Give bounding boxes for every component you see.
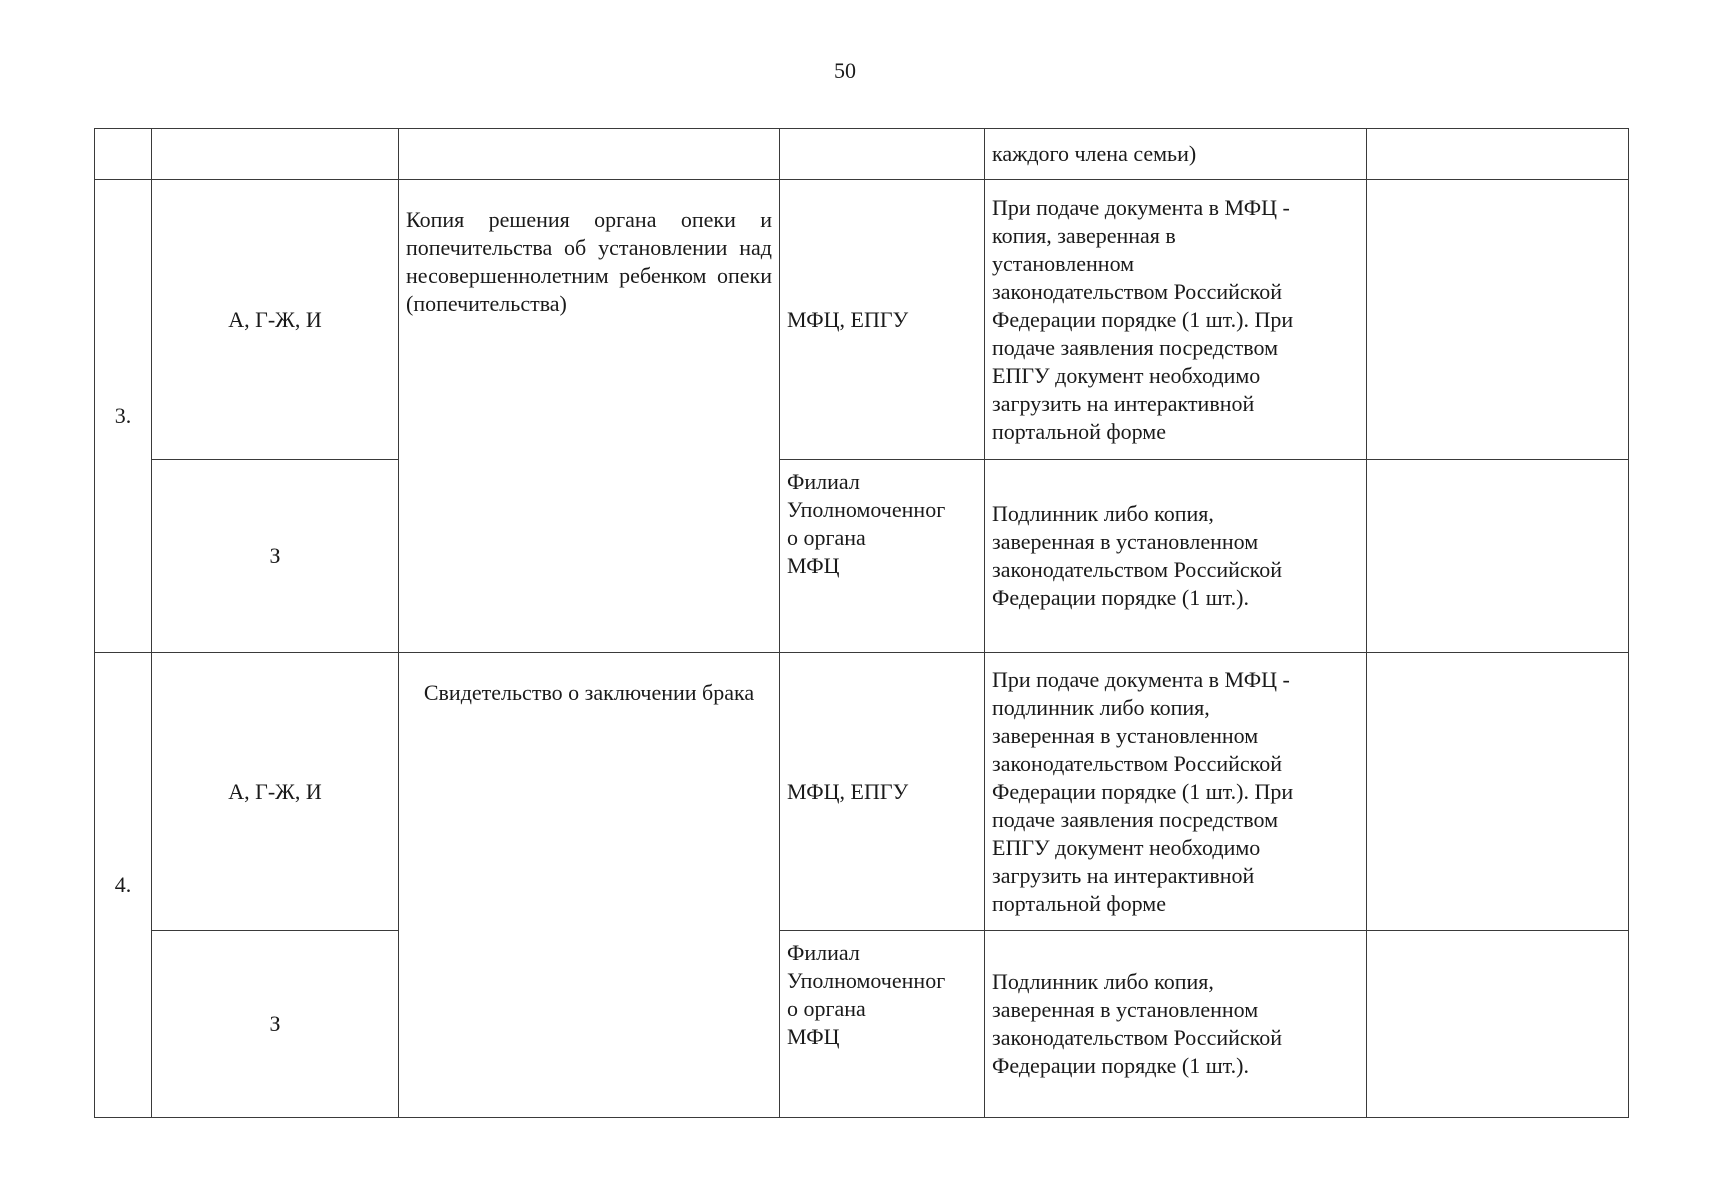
submission-place-cell: МФЦ, ЕПГУ bbox=[780, 653, 985, 931]
page-number: 50 bbox=[834, 58, 856, 83]
requirements-cell: Подлинник либо копия, заверенная в установленном законодательством Российской Федерации порядке (1 шт.). bbox=[985, 460, 1367, 653]
cell-note: каждого члена семьи) bbox=[985, 129, 1367, 180]
submission-place-cell: Филиал Уполномоченног о органа МФЦ bbox=[780, 931, 985, 1118]
submission-place-cell: Филиал Уполномоченног о органа МФЦ bbox=[780, 460, 985, 653]
documents-table bbox=[94, 128, 1629, 1118]
category-cell: З bbox=[152, 931, 399, 1118]
cell-extra bbox=[1367, 129, 1629, 180]
table-row bbox=[95, 931, 1629, 1118]
cell-extra bbox=[1367, 180, 1629, 460]
cell-extra bbox=[1367, 931, 1629, 1118]
cell-document bbox=[399, 129, 780, 180]
requirements-cell: При подаче документа в МФЦ - копия, заверенная в установленном законодательством Российской Федерации порядке (1 шт.). При подаче заявления посредством ЕПГУ документ необходимо загрузить на интерактивной портальной форме bbox=[985, 180, 1367, 460]
document-name-cell: Свидетельство о заключении брака bbox=[399, 653, 780, 1118]
cell-place bbox=[780, 129, 985, 180]
category-cell: З bbox=[152, 460, 399, 653]
cell-extra bbox=[1367, 460, 1629, 653]
category-cell: А, Г-Ж, И bbox=[152, 653, 399, 931]
document-name-cell: Копия решения органа опеки и попечительства об установлении над несовершеннолетним ребенком опеки (попечительства) bbox=[399, 180, 780, 653]
table-row bbox=[95, 653, 1629, 931]
cell-number bbox=[95, 129, 152, 180]
row-number: 3. bbox=[95, 180, 152, 653]
requirements-cell: При подаче документа в МФЦ - подлинник либо копия, заверенная в установленном законодательством Российской Федерации порядке (1 шт.). При подаче заявления посредством ЕПГУ документ необходимо загрузить на интерактивной портальной форме bbox=[985, 653, 1367, 931]
table-row bbox=[95, 460, 1629, 653]
category-cell: А, Г-Ж, И bbox=[152, 180, 399, 460]
cell-category bbox=[152, 129, 399, 180]
table-row bbox=[95, 180, 1629, 460]
cell-extra bbox=[1367, 653, 1629, 931]
row-number: 4. bbox=[95, 653, 152, 1118]
requirements-cell: Подлинник либо копия, заверенная в установленном законодательством Российской Федерации порядке (1 шт.). bbox=[985, 931, 1367, 1118]
table-row-continuation bbox=[95, 129, 1629, 180]
submission-place-cell: МФЦ, ЕПГУ bbox=[780, 180, 985, 460]
